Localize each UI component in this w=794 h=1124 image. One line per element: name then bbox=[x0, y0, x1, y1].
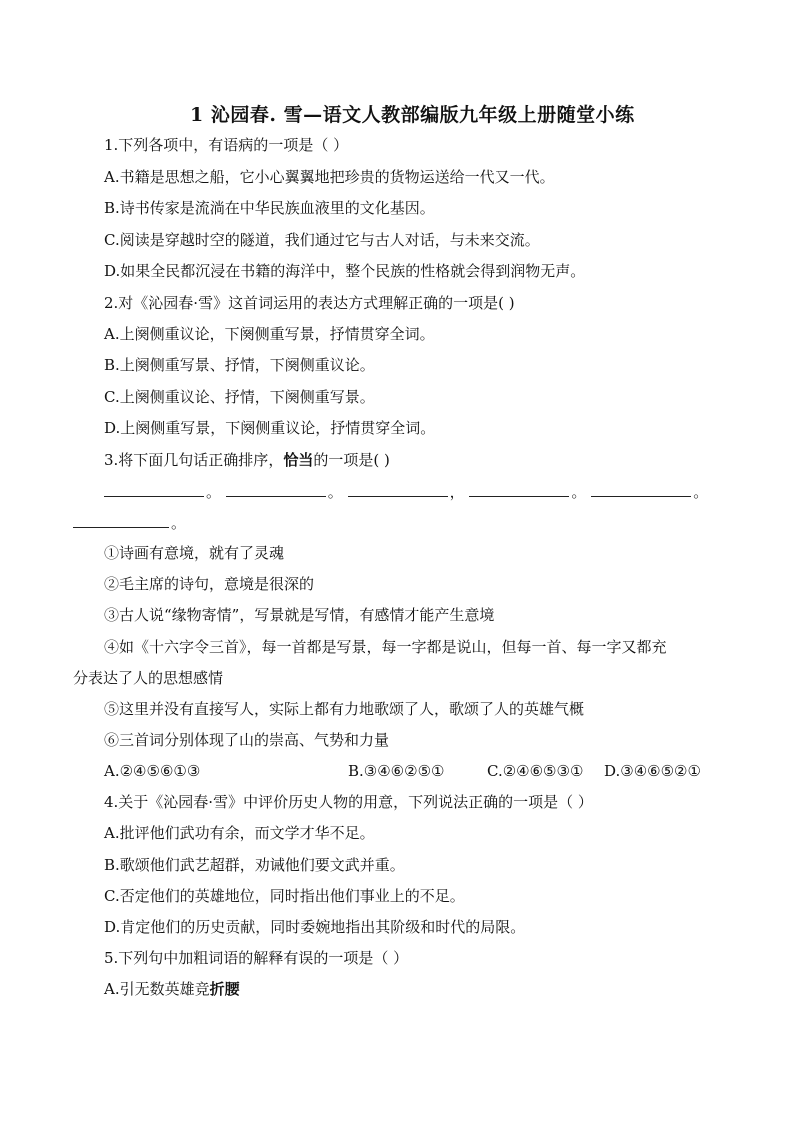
blank-punct: 。 bbox=[171, 514, 187, 532]
q3-option-a: A.②④⑤⑥①③ bbox=[104, 762, 201, 780]
q3-sentence-1: ①诗画有意境，就有了灵魂 bbox=[104, 544, 285, 562]
answer-blank[interactable] bbox=[226, 482, 326, 497]
q2-option-d: D.上阕侧重写景，下阕侧重议论，抒情贯穿全词。 bbox=[104, 419, 436, 437]
answer-blank[interactable] bbox=[469, 482, 569, 497]
q4-option-b: B.歌颂他们武艺超群，劝诫他们要文武并重。 bbox=[104, 856, 405, 874]
q1-option-c: C.阅读是穿越时空的隧道，我们通过它与古人对话，与未来交流。 bbox=[104, 231, 540, 249]
q4-option-c: C.否定他们的英雄地位，同时指出他们事业上的不足。 bbox=[104, 887, 465, 905]
q3-option-d: D.③④⑥⑤②① bbox=[604, 762, 701, 780]
q5-stem: 5.下列句中加粗词语的解释有误的一项是（ ） bbox=[104, 949, 409, 967]
q3-stem-bold: 恰当 bbox=[283, 451, 314, 469]
q3-stem-pre: 3.将下面几句话正确排序， bbox=[104, 451, 284, 469]
q2-option-c: C.上阕侧重议论、抒情，下阕侧重写景。 bbox=[104, 388, 375, 406]
q3-option-b: B.③④⑥②⑤① bbox=[348, 762, 445, 780]
q2-option-a: A.上阕侧重议论，下阕侧重写景，抒情贯穿全词。 bbox=[104, 325, 435, 343]
q4-stem: 4.关于《沁园春·雪》中评价历史人物的用意，下列说法正确的一项是（ ） bbox=[104, 793, 593, 811]
page-title: 1 沁园春. 雪—语文人教部编版九年级上册随堂小练 bbox=[190, 104, 635, 126]
q3-stem bbox=[104, 450, 390, 470]
q4-option-a: A.批评他们武功有余，而文学才华不足。 bbox=[104, 824, 375, 842]
q2-option-b: B.上阕侧重写景、抒情，下阕侧重议论。 bbox=[104, 356, 375, 374]
answer-blank[interactable] bbox=[104, 482, 204, 497]
q5-option-a-text: A.引无数英雄竞 bbox=[104, 980, 210, 998]
q3-stem-post: 的一项是( ) bbox=[313, 451, 390, 469]
blank-punct: 。 bbox=[206, 483, 222, 501]
q3-option-c: C.②④⑥⑤③① bbox=[487, 762, 584, 780]
q3-sentence-4: ④如《十六字令三首》，每一首都是写景，每一字都是说山，但每一首、每一字又都充 bbox=[104, 638, 667, 656]
q3-sentence-2: ②毛主席的诗句，意境是很深的 bbox=[104, 575, 315, 593]
q3-sentence-5: ⑤这里并没有直接写人，实际上都有力地歌颂了人，歌颂了人的英雄气概 bbox=[104, 700, 585, 718]
q1-option-d: D.如果全民都沉浸在书籍的海洋中，整个民族的性格就会得到润物无声。 bbox=[104, 262, 586, 280]
answer-blank[interactable] bbox=[591, 482, 691, 497]
answer-blank[interactable] bbox=[73, 513, 169, 528]
q3-sentence-4-cont: 分表达了人的思想感情 bbox=[73, 669, 224, 687]
blank-punct: 。 bbox=[327, 483, 343, 501]
q3-blank-row bbox=[104, 482, 708, 502]
q5-option-a bbox=[104, 979, 240, 999]
blank-punct: 。 bbox=[693, 483, 709, 501]
q5-option-a-bold: 折腰 bbox=[209, 980, 240, 998]
q1-option-b: B.诗书传家是流淌在中华民族血液里的文化基因。 bbox=[104, 199, 435, 217]
q1-option-a: A.书籍是思想之船，它小心翼翼地把珍贵的货物运送给一代又一代。 bbox=[104, 168, 555, 186]
q3-blank-row-2 bbox=[73, 513, 186, 533]
q3-sentence-3: ③古人说“缘物寄情”，写景就是写情，有感情才能产生意境 bbox=[104, 606, 495, 624]
answer-blank[interactable] bbox=[348, 482, 448, 497]
blank-punct: ， bbox=[449, 483, 465, 501]
q4-option-d: D.肯定他们的历史贡献，同时委婉地指出其阶级和时代的局限。 bbox=[104, 918, 526, 936]
blank-punct: 。 bbox=[571, 483, 587, 501]
q2-stem: 2.对《沁园春·雪》这首词运用的表达方式理解正确的一项是( ) bbox=[104, 294, 515, 312]
q1-stem: 1.下列各项中，有语病的一项是（ ） bbox=[104, 136, 349, 154]
q3-sentence-6: ⑥三首词分别体现了山的崇高、气势和力量 bbox=[104, 731, 390, 749]
